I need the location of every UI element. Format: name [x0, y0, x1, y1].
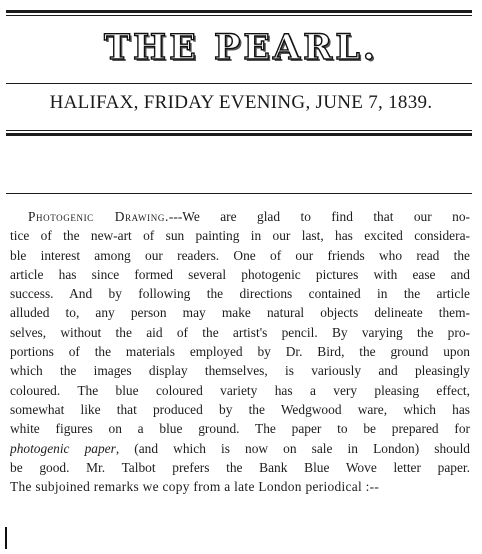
article-line-8: portions of the materials employed by Dr. Bird, the ground upon [10, 344, 470, 360]
article-line-3: ble interest among our readers. One of our friends who read the [10, 247, 470, 263]
article-line-10: coloured. The blue coloured variety has a very pleasing effect, [10, 382, 470, 398]
masthead-top-rule-thick [6, 10, 472, 13]
article-line-11: somewhat like that produced by the Wedgwood ware, which has [10, 401, 470, 417]
masthead-bottom-rule-thin [6, 130, 472, 131]
masthead-bottom-rule-thick [6, 133, 472, 136]
masthead-top-rule-thin [6, 15, 472, 16]
margin-mark [5, 527, 7, 549]
article-line-6: alluded to, any person may make natural objects delineate them- [10, 305, 470, 321]
masthead-title: THE PEARL. [103, 27, 378, 68]
article-line-9: which the images display themselves, is variously and pleasingly [10, 363, 470, 379]
dateline: HALIFAX, FRIDAY EVENING, JUNE 7, 1839. [49, 92, 433, 113]
article-line-15: The subjoined remarks we copy from a late London periodical :-- [10, 479, 380, 495]
article-line-4: article has since formed several photogenic pictures with ease and [10, 266, 470, 282]
article-emphasis-photogenic-paper: photogenic paper [10, 440, 116, 456]
article-heading: Photogenic Drawing. [28, 209, 169, 224]
column-top-rule [6, 193, 472, 194]
article-line-1 [10, 207, 470, 226]
article-line-13 [10, 439, 470, 458]
article-line-5: success. And by following the directions contained in the article [10, 286, 470, 302]
article-photogenic-drawing [10, 207, 470, 496]
article-line-2: tice of the new-art of sun painting in our last, has excited considera- [10, 228, 470, 244]
article-line-14: be good. Mr. Talbot prefers the Bank Blue Wove letter paper. [10, 459, 470, 475]
article-line-1-text: ---We are glad to find that our no- [168, 209, 470, 224]
masthead-middle-rule [6, 83, 472, 84]
article-line-12: white figures on a blue ground. The paper to be prepared for [10, 421, 470, 437]
article-line-13-text: , (and which is now on sale in London) should [115, 440, 470, 456]
article-line-7: selves, without the aid of the artist's pencil. By varying the pro- [10, 324, 470, 340]
